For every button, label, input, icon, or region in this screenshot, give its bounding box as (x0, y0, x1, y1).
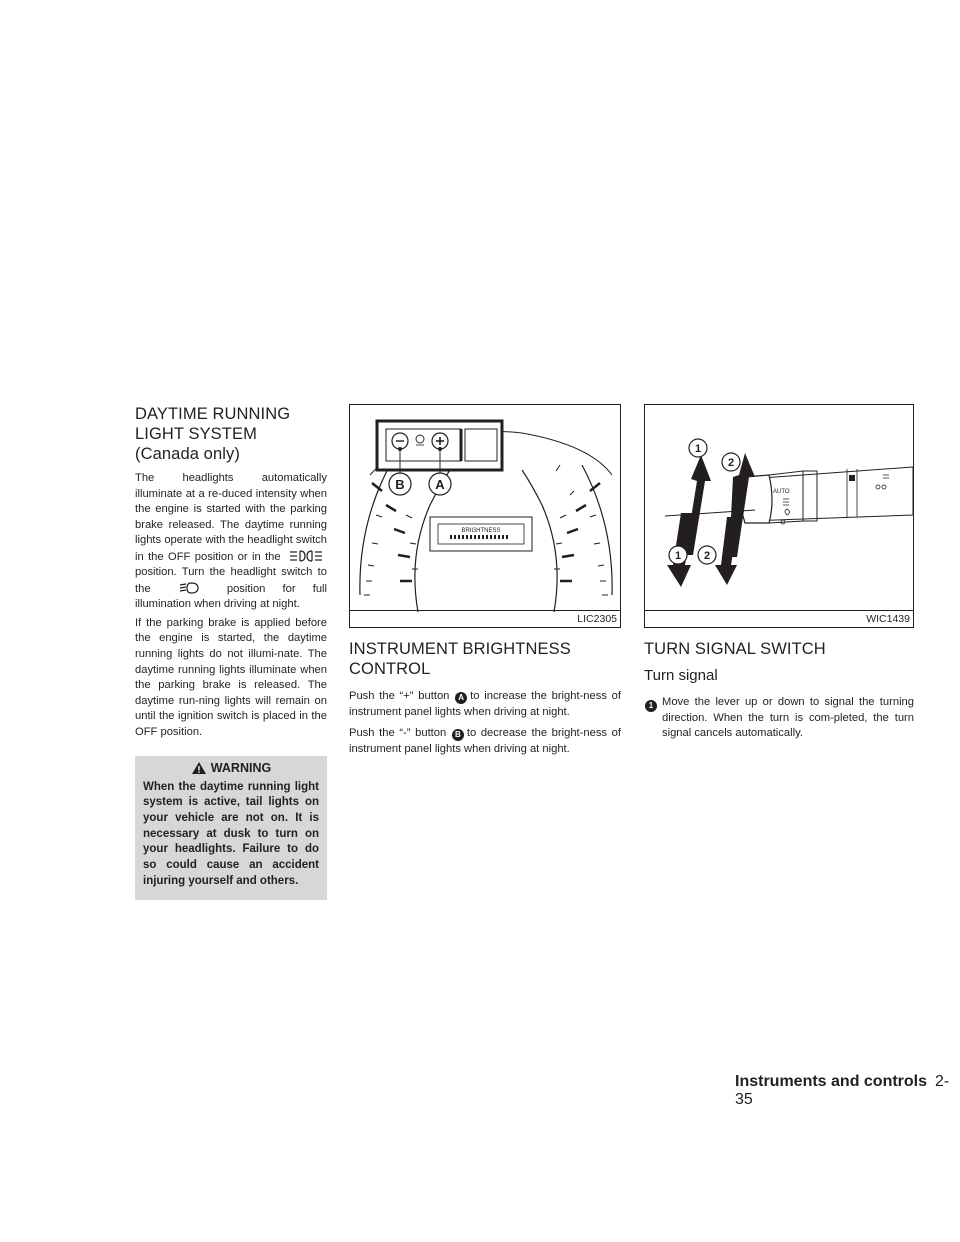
step-item (644, 695, 914, 742)
heading-line-1: DAYTIME RUNNING LIGHT SYSTEM (135, 405, 291, 443)
paragraph-plus-button (349, 689, 621, 720)
figure-code: WIC1439 (866, 613, 910, 625)
callout-label-2-bottom: 2 (703, 550, 711, 562)
turn-signal-section (644, 404, 914, 742)
section-heading-turn-signal-switch: TURN SIGNAL SWITCH (644, 640, 826, 658)
page-footer (735, 1073, 960, 1109)
heading-line-1: INSTRUMENT BRIGHTNESS (349, 640, 571, 658)
auto-label: AUTO (773, 489, 790, 495)
figure-rule (350, 610, 620, 611)
warning-triangle-icon (191, 761, 207, 775)
warning-label: WARNING (210, 760, 272, 775)
paragraph-text: to decrease the bright-ness of instrument panel lights when driving at night. (349, 727, 621, 755)
section-heading-daytime-running-light (135, 404, 327, 464)
warning-title (143, 756, 319, 780)
section-heading-instrument-brightness (349, 639, 621, 679)
paragraph-daytime-operation (135, 471, 327, 613)
footer-section-title: Instruments and controls (735, 1073, 928, 1090)
figure-code: LIC2305 (577, 613, 617, 625)
callout-label-a: A (435, 477, 445, 492)
paragraph-text: Push the “+” button (349, 690, 450, 702)
circled-number-1: 1 (645, 700, 657, 712)
circled-letter-a: A (455, 692, 467, 704)
parking-light-symbol-icon (285, 549, 327, 565)
instrument-brightness-figure (349, 404, 621, 628)
callout-label-1-top: 1 (694, 443, 702, 455)
figure-rule (645, 610, 913, 611)
instrument-panel-illustration (350, 405, 621, 613)
paragraph-text: position. Turn the headlight switch to the (135, 566, 327, 595)
subheading-turn-signal: Turn signal (644, 667, 718, 684)
instrument-brightness-section (349, 404, 621, 760)
paragraph-text: to increase the bright-ness of instrument panel lights when driving at night. (349, 690, 622, 718)
paragraph-text: position for full illumination when driving at night. (135, 582, 328, 611)
paragraph-minus-button (349, 726, 621, 757)
headlight-symbol-icon (168, 581, 210, 597)
step-text: Move the lever up or down to signal the turning direction. When the turn is com-pleted, the turn signal cancels automatically. (662, 696, 914, 740)
callout-label-1-bottom: 1 (674, 550, 682, 562)
callout-label-b: B (395, 477, 405, 492)
paragraph-text: The headlights automatically illuminate at a re-duced intensity when the engine is started with the parking brake released. The daytime running lights operate with the headlight switch in the OFF position or in the (135, 472, 327, 563)
paragraph-text: Push the “-” button (349, 727, 447, 740)
heading-line-2: CONTROL (349, 660, 431, 678)
page-number: 2-35 (735, 1073, 950, 1108)
warning-text: When the daytime running light system is active, tail lights on your vehicle are not on. It is necessary at dusk to turn on your headlights. Failure to do so could cause an accident injuring yourself and others. (143, 780, 319, 887)
turn-signal-figure (644, 404, 914, 628)
brightness-display-label: BRIGHTNESS (461, 528, 501, 534)
circled-letter-b: B (452, 729, 464, 741)
warning-box (135, 756, 327, 900)
heading-line-2: (Canada only) (135, 445, 240, 463)
daytime-running-light-section (135, 404, 327, 900)
step-number (644, 695, 662, 742)
paragraph-parking-brake: If the parking brake is applied before the engine is started, the daytime running lights do not illumi-nate. The daytime running lights illuminate when the parking brake is released. The daytime run-ning lights will remain on until the ignition switch is placed in the OFF position. (135, 616, 327, 738)
turn-signal-lever-illustration (645, 405, 914, 613)
callout-label-2-top: 2 (727, 457, 735, 469)
